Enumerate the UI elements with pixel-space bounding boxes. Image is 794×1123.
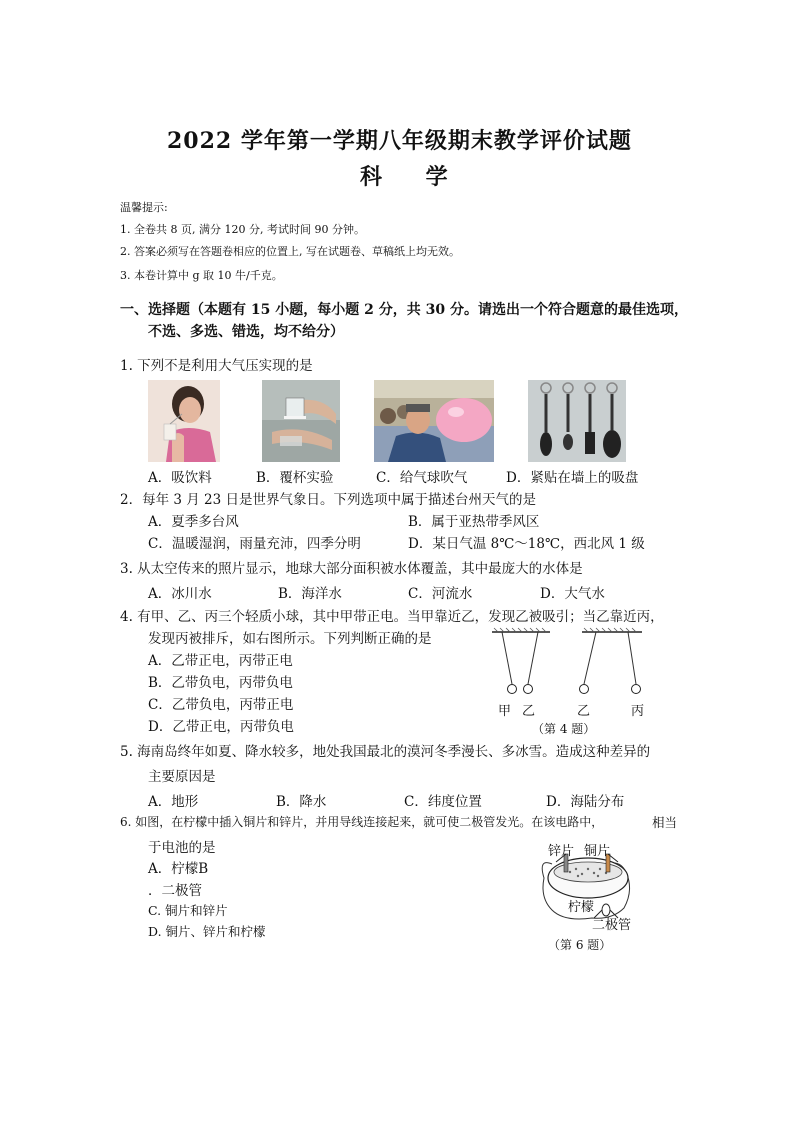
q1-option-c: C．给气球吹气 <box>376 470 468 486</box>
question-2-stem: 2．每年 3 月 23 日是世界气象日。下列选项中属于描述台州天气的是 <box>120 492 537 508</box>
section-heading-cont: 不选、多选、错选，均不给分） <box>148 324 344 340</box>
label-diode: 二极管 <box>592 918 632 933</box>
q1-option-a: A．吸饮料 <box>148 470 212 486</box>
question-1-stem: 1. 下列不是利用大气压实现的是 <box>120 358 313 374</box>
question-6-stem: 6. 如图，在柠檬中插入铜片和锌片，并用导线连接起来，就可使二极管发光。在该电路中， <box>120 815 604 829</box>
q6-figure-caption: （第 6 题） <box>548 938 612 952</box>
q6-option-a: A．柠檬B <box>148 861 209 877</box>
q3-option-b: B．海洋水 <box>278 586 342 602</box>
q2-option-c: C．温暖湿润，雨量充沛，四季分明 <box>148 536 361 552</box>
q3-option-a: A．冰川水 <box>148 586 212 602</box>
tip-item: 2. 答案必须写在答题卷相应的位置上, 写在试题卷、草稿纸上均无效。 <box>120 245 460 258</box>
question-6-stem-tail: 相当 <box>652 815 678 830</box>
q4-option-b: B．乙带负电，丙带负电 <box>148 675 293 691</box>
q6-option-c: C. 铜片和锌片 <box>148 903 228 918</box>
q6-option-b: ．二极管 <box>148 883 202 899</box>
question-6-stem-cont: 于电池的是 <box>148 840 216 856</box>
tip-item: 3. 本卷计算中 g 取 10 牛/千克。 <box>120 269 283 282</box>
question-3-stem: 3. 从太空传来的照片显示，地球大部分面积被水体覆盖，其中最庞大的水体是 <box>120 561 583 577</box>
q2-option-d: D．某日气温 8℃～18℃，西北风 1 级 <box>408 536 645 552</box>
q5-option-d: D．海陆分布 <box>546 794 625 810</box>
q1-option-d: D．紧贴在墙上的吸盘 <box>506 470 639 486</box>
question-5-stem: 5. 海南岛终年如夏、降水较多，地处我国最北的漠河冬季漫长、多冰雪。造成这种差异的 <box>120 744 651 760</box>
ball-label-jia: 甲 <box>498 704 512 719</box>
label-copper: 铜片 <box>584 844 611 859</box>
question-4-stem: 4. 有甲、乙、丙三个轻质小球，其中甲带正电。当甲靠近乙，发现乙被吸引；当乙靠近丙， <box>120 609 664 625</box>
photo-cup-experiment <box>262 380 340 462</box>
q5-option-a: A．地形 <box>148 794 199 810</box>
photo-suction-hooks <box>528 380 626 462</box>
q4-option-d: D．乙带正电，丙带负电 <box>148 719 294 735</box>
q2-option-b: B．属于亚热带季风区 <box>408 514 540 530</box>
ball-label-yi-right: 乙 <box>577 704 591 719</box>
section-heading: 一、选择题（本题有 15 小题，每小题 2 分，共 30 分。请选出一个符合题意的最佳选项， <box>120 302 688 318</box>
page-title: 2022 学年第一学期八年级期末教学评价试题 <box>167 128 632 154</box>
tips-heading: 温馨提示: <box>120 201 168 214</box>
q6-figure <box>534 838 644 956</box>
q3-option-d: D．大气水 <box>540 586 605 602</box>
photo-balloon <box>374 380 494 462</box>
q4-option-a: A．乙带正电，丙带正电 <box>148 653 293 669</box>
q1-option-b: B．覆杯实验 <box>256 470 334 486</box>
question-4-stem-cont: 发现丙被排斥，如右图所示。下列判断正确的是 <box>148 631 432 647</box>
ball-label-yi-left: 乙 <box>522 704 536 719</box>
q5-option-c: C．纬度位置 <box>404 794 482 810</box>
label-lemon: 柠檬 <box>568 900 595 915</box>
photo-drinking <box>148 380 220 462</box>
q4-figure-caption: （第 4 题） <box>532 722 596 736</box>
q4-figure <box>488 626 656 738</box>
q4-option-c: C．乙带负电，丙带正电 <box>148 697 294 713</box>
q5-option-b: B．降水 <box>276 794 327 810</box>
subject-title: 科 学 <box>360 164 466 190</box>
q6-option-d: D. 铜片、锌片和柠檬 <box>148 924 266 939</box>
ball-label-bing: 丙 <box>631 704 645 719</box>
q3-option-c: C．河流水 <box>408 586 473 602</box>
question-5-stem-cont: 主要原因是 <box>148 769 216 785</box>
label-zinc: 锌片 <box>548 844 575 859</box>
tip-item: 1. 全卷共 8 页, 满分 120 分, 考试时间 90 分钟。 <box>120 223 365 236</box>
q2-option-a: A．夏季多台风 <box>148 514 239 530</box>
